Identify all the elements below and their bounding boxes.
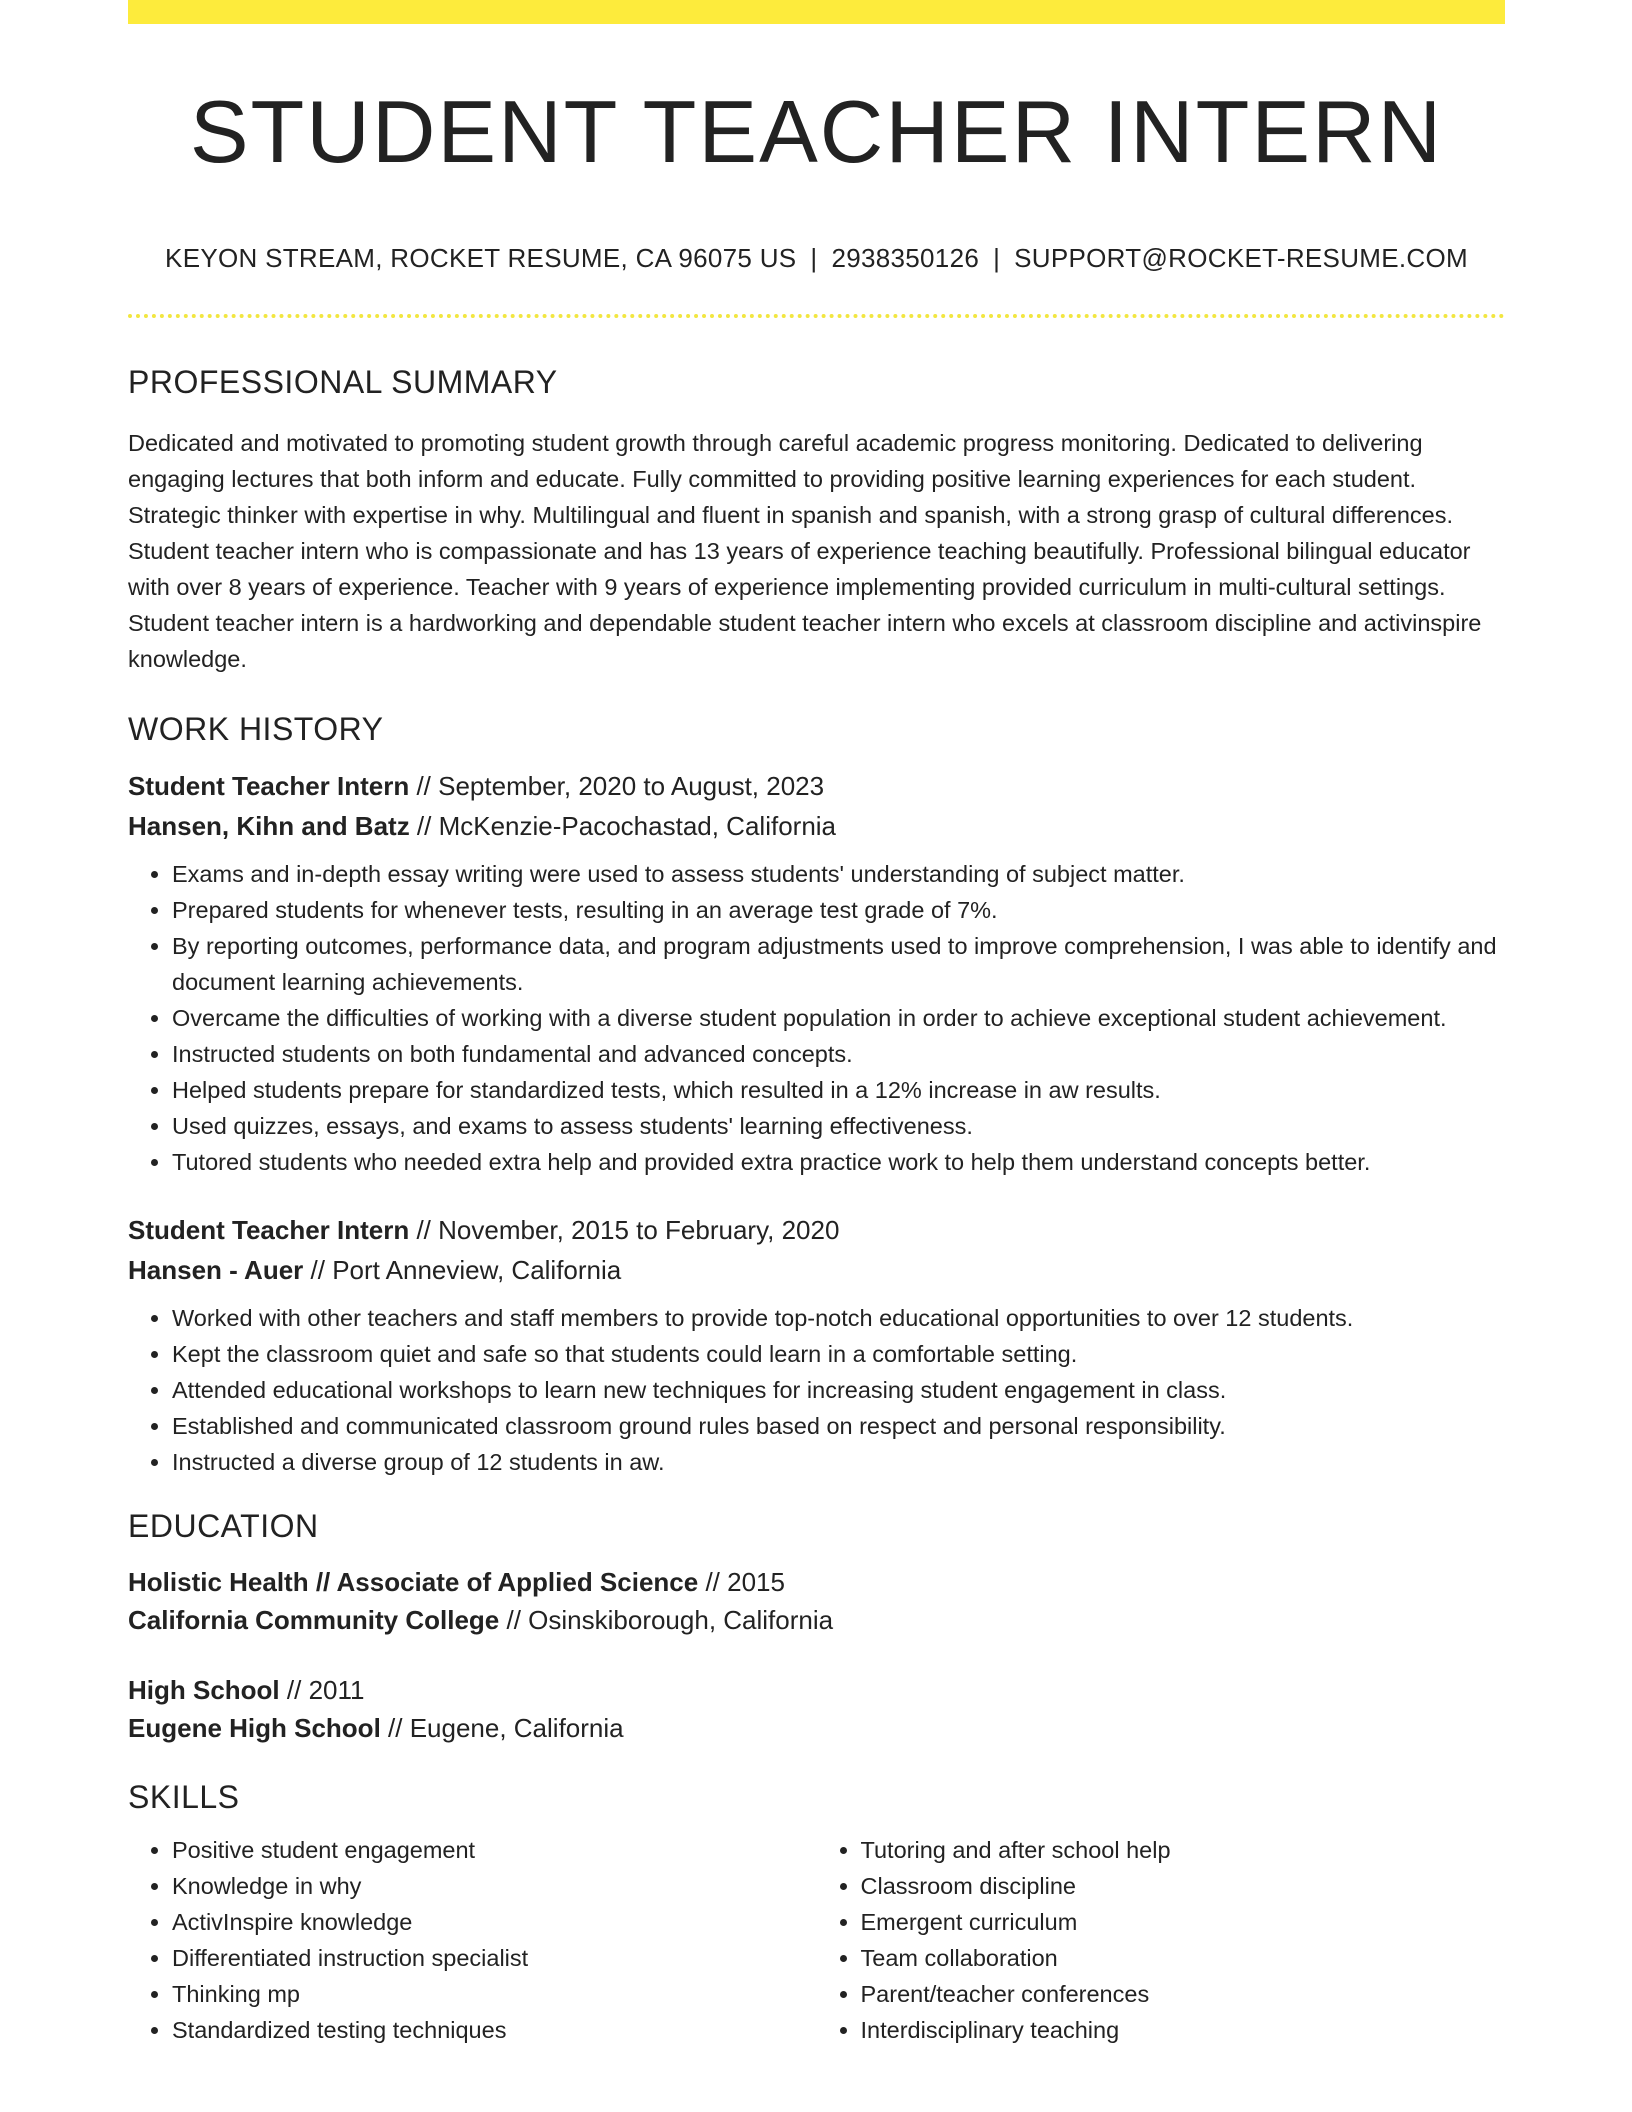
summary-heading: PROFESSIONAL SUMMARY — [128, 363, 558, 400]
education-entry — [128, 1563, 1505, 1639]
education-location: // Osinskiborough, California — [499, 1604, 834, 1635]
list-item: • Team collaboration — [861, 1940, 1506, 1976]
job-role: Student Teacher Intern — [128, 1214, 410, 1245]
education-degree: Holistic Health // Associate of Applied Science — [128, 1566, 699, 1597]
list-item: • Standardized testing techniques — [172, 2012, 817, 2048]
list-item: • Tutoring and after school help — [861, 1832, 1506, 1868]
header-divider — [128, 314, 1505, 318]
job-entry — [128, 1210, 1505, 1480]
education-year: // 2011 — [279, 1674, 365, 1705]
accent-bar — [128, 0, 1505, 24]
skills-column-left — [128, 1832, 817, 2048]
summary-text: Dedicated and motivated to promoting student growth through careful academic progress monitoring. Dedicated to delivering engaging lectures that both inform and educate. Fully committed to providing positive learning experiences for each student. Strategic thinker with expertise in why. Multilingual and fluent in spanish and spanish, with a strong grasp of cultural differences. Student teacher intern who is compassionate and has 13 years of experience teaching beautifully. Professional bilingual educator with over 8 years of experience. Teacher with 9 years of experience implementing provided curriculum in multi-cultural settings. Student teacher intern is a hardworking and dependable student teacher intern who excels at classroom discipline and activinspire knowledge. — [128, 429, 1482, 672]
list-item: • Instructed a diverse group of 12 students in aw. — [172, 1444, 1505, 1480]
resume-title: STUDENT TEACHER INTERN — [189, 82, 1444, 181]
skills-section — [128, 1779, 1505, 2048]
education-year: // 2015 — [698, 1566, 785, 1597]
list-item: • Interdisciplinary teaching — [861, 2012, 1506, 2048]
education-heading: EDUCATION — [128, 1507, 319, 1544]
list-item: • ActivInspire knowledge — [172, 1904, 817, 1940]
list-item: • Overcame the difficulties of working with a diverse student population in order to achieve exceptional student achievement. — [172, 1000, 1505, 1036]
job-title-line — [128, 766, 1505, 806]
education-school-line — [128, 1601, 1505, 1639]
job-location: // McKenzie-Pacochastad, California — [409, 810, 837, 841]
skills-heading: SKILLS — [128, 1778, 240, 1815]
job-company-line — [128, 806, 1505, 846]
work-history-section — [128, 711, 1505, 1480]
list-item: • Exams and in-depth essay writing were used to assess students' understanding of subject matter. — [172, 856, 1505, 892]
contact-address: KEYON STREAM, ROCKET RESUME, CA 96075 US — [165, 242, 797, 273]
education-degree: High School — [128, 1674, 280, 1705]
list-item: • Thinking mp — [172, 1976, 817, 2012]
list-item: • Tutored students who needed extra help and provided extra practice work to help them understand concepts better. — [172, 1144, 1505, 1180]
contact-separator: | — [993, 242, 1001, 273]
summary-section — [128, 364, 1505, 677]
list-item: • Kept the classroom quiet and safe so that students could learn in a comfortable setting. — [172, 1336, 1505, 1372]
contact-phone: 2938350126 — [831, 242, 980, 273]
education-entry — [128, 1671, 1505, 1747]
skills-list — [128, 1832, 817, 2048]
list-item: • Knowledge in why — [172, 1868, 817, 1904]
job-title-line — [128, 1210, 1505, 1250]
list-item: • Worked with other teachers and staff members to provide top-notch educational opportunities to over 12 students. — [172, 1300, 1505, 1336]
education-degree-line — [128, 1563, 1505, 1601]
job-company-line — [128, 1250, 1505, 1290]
education-school: Eugene High School — [128, 1712, 381, 1743]
job-company: Hansen - Auer — [128, 1254, 304, 1285]
education-degree-line — [128, 1671, 1505, 1709]
job-role: Student Teacher Intern — [128, 770, 410, 801]
job-entry — [128, 766, 1505, 1180]
job-company: Hansen, Kihn and Batz — [128, 810, 410, 841]
job-dates: // September, 2020 to August, 2023 — [409, 770, 825, 801]
work-history-heading: WORK HISTORY — [128, 710, 384, 747]
list-item: • By reporting outcomes, performance data, and program adjustments used to improve comprehension, I was able to identify and document learning achievements. — [172, 928, 1505, 1000]
education-school-line — [128, 1709, 1505, 1747]
contact-line — [128, 243, 1505, 274]
list-item: • Helped students prepare for standardized tests, which resulted in a 12% increase in aw results. — [172, 1072, 1505, 1108]
list-item: • Positive student engagement — [172, 1832, 817, 1868]
list-item: • Differentiated instruction specialist — [172, 1940, 817, 1976]
list-item: • Attended educational workshops to learn new techniques for increasing student engagement in class. — [172, 1372, 1505, 1408]
education-section — [128, 1508, 1505, 1747]
contact-email: SUPPORT@ROCKET-RESUME.COM — [1014, 242, 1468, 273]
resume-page — [128, 0, 1505, 2048]
contact-separator: | — [810, 242, 818, 273]
list-item: • Parent/teacher conferences — [861, 1976, 1506, 2012]
skills-column-right — [817, 1832, 1506, 2048]
list-item: • Emergent curriculum — [861, 1904, 1506, 1940]
skills-list — [817, 1832, 1506, 2048]
skills-grid — [128, 1832, 1505, 2048]
job-location: // Port Anneview, California — [303, 1254, 622, 1285]
list-item: • Established and communicated classroom ground rules based on respect and personal responsibility. — [172, 1408, 1505, 1444]
education-location: // Eugene, California — [380, 1712, 624, 1743]
job-bullets — [128, 1300, 1505, 1480]
list-item: • Used quizzes, essays, and exams to assess students' learning effectiveness. — [172, 1108, 1505, 1144]
list-item: • Instructed students on both fundamental and advanced concepts. — [172, 1036, 1505, 1072]
list-item: • Classroom discipline — [861, 1868, 1506, 1904]
education-school: California Community College — [128, 1604, 500, 1635]
job-dates: // November, 2015 to February, 2020 — [409, 1214, 840, 1245]
job-bullets — [128, 856, 1505, 1180]
list-item: • Prepared students for whenever tests, resulting in an average test grade of 7%. — [172, 892, 1505, 928]
